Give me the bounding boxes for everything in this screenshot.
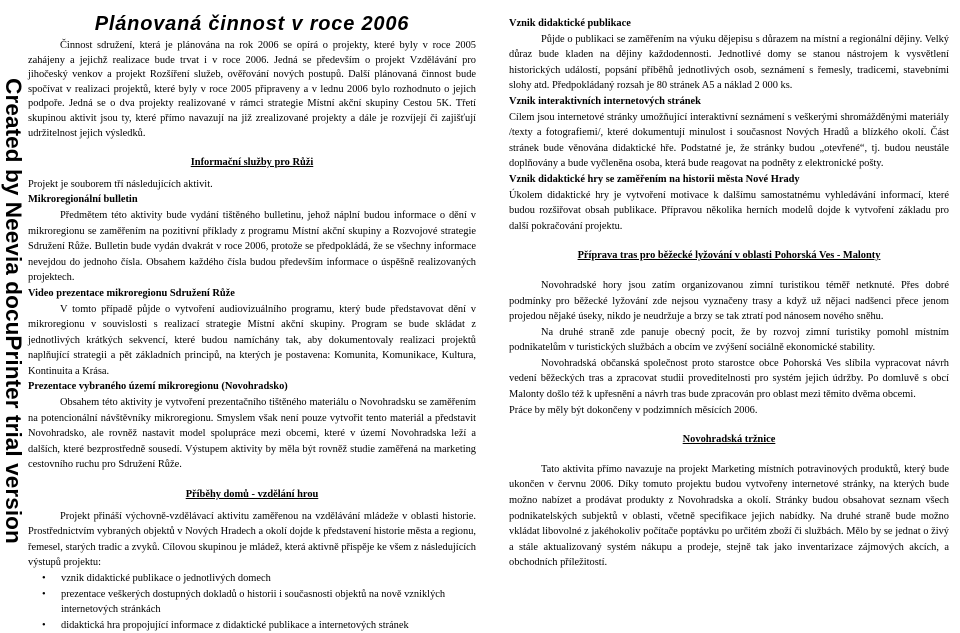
ski-paragraph-2: Na druhé straně zde panuje obecný pocit, že by rozvoj zimní turistiky pomohl místním podnikatelům v turistických službách a obcím ve zvýšení sociálně ekonomické stability.: [509, 326, 949, 354]
left-column: [28, 0, 476, 633]
info-services-heading: Informační služby pro Růži: [190, 157, 314, 169]
bulletin-heading: Mikroregionální bulletin: [28, 194, 138, 206]
info-services-intro: Projekt je souborem tří následujících aktivit.: [28, 178, 213, 190]
market-heading: Novohradská tržnice: [682, 434, 776, 446]
outputs-list: [28, 571, 476, 633]
ski-paragraph-1: Novohradské hory jsou zatím organizovanou zimní turistikou téměř netknuté. Přes dobré podmínky pro běžecké lyžování zde nejsou vyznačeny trasy a když už nějaci nadšenci přece jenom projedou nějaké úseky, nikdo je neudržuje a brzy se tak ztratí pod nánosem nového sněhu.: [509, 279, 949, 323]
publication-text: Půjde o publikaci se zaměřením na výuku dějepisu s důrazem na místní a regionální dějiny. Velký důraz bude kladen na dějiny každodennosti. Jednotlivé domy se stanou nástrojem k vysvětlení historických událostí, popsání příběhů jednotlivých osob, seznámení s řemesly, tradicemi, stavebními slohy atd. Předpokládaný rozsah je 80 stránek A5 a náklad 2 000 ks.: [509, 33, 949, 92]
house-stories-heading: Příběhy domů - vzdělání hrou: [185, 489, 319, 501]
market-text: Tato aktivita přímo navazuje na projekt Marketing místních potravinových produktů, který bude ukončen v červnu 2006. Díky tomuto projektu budou vytvořeny internetové stránky, na kterých bude možno nabízet a prodávat produkty z Novohradska a okolí. Stránky budou obsahovat seznam všech podnikatelských subjektů v oblasti, včetně specifikace jejich nabídky. Na druhé straně bude možno vkládat libovolné z jakéhokoliv počítače poptávku po určitém zboží či službách. Mělo by se jednat o živý a stále aktualizovaný systém nákupu a prodeje, stejně tak jako inventarizace zájmových akcích, a obchodních příležitostí.: [509, 463, 949, 569]
list-item: • vznik didaktické publikace o jednotlivých domech: [42, 571, 476, 587]
watermark: [0, 0, 28, 622]
publication-heading: Vznik didaktické publikace: [509, 18, 631, 29]
list-item: • prezentace veškerých dostupných dokladů o historii i současnosti objektů na nově vzniklých internetových stránkách: [42, 587, 476, 618]
game-heading: Vznik didaktické hry se zaměřením na historii města Nové Hrady: [509, 173, 800, 185]
ski-paragraph-3: Novohradská občanská společnost proto starostce obce Pohorská Ves slíbila vypracovat návrh vedení běžeckých tras a zpracovat studii proveditelnosti pro systém jejich údržby. Po domluvě s obcí Malonty došlo též k upřesnění a návrh tras bude zpracován pro oblast mezi těmito dvěma obcemi.: [509, 357, 949, 401]
web-heading: Vznik interaktivních internetových stránek: [509, 95, 701, 107]
right-column: [509, 0, 949, 571]
bulletin-text: Předmětem této aktivity bude vydání tištěného bulletinu, jehož náplní budou informace o dění v mikroregionu se zaměřením na pozitivní příklady z programu Místní akční skupiny a Rozvojové strategie Sdružení Růže. Bulletin bude vydán dvakrát v roce 2006, protože se předpokládá, že se všechny informace nevejdou do jednoho čísla. Obsahem každého čísla budou především informace o úspěšně realizovaných projektech.: [28, 209, 476, 284]
video-text: V tomto případě půjde o vytvoření audiovizuálního programu, který bude představovat dění v mikroregionu v souvislosti s realizací strategie Místní akční skupiny. Program se bude skládat z jednotlivých krátkých sekvencí, které budou namíchány tak, aby dokumentovaly realizaci projektů naplňující strategii a pět základních principů, na kterých je postavena: Komunita, Komunikace, Kultura, Kontinuita a Krása.: [28, 303, 476, 377]
web-text: Cílem jsou internetové stránky umožňující interaktivní seznámení s veškerými shromážděnými materiály /texty a fotografiemi/, které dokumentují minulost i současnost Nových Hradů a blízkého okolí. Část stránek bude věnována didaktické hře. Podstatné je, že stránky budou „otevřené“, tj. budou neustále doplňovány a bude vyčleněna osoba, která bude reagovat na podněty z elektronické pošty.: [509, 111, 949, 170]
house-stories-text: Projekt přináší výchovně-vzdělávací aktivitu zaměřenou na vzdělávání mládeže v oblasti historie. Prostřednictvím vybraných objektů v Nových Hradech a okolí dojde k představení historie města a regionu, řemesel, starých tradic a zvyků. Cílovou skupinou je mládež, která aktivně přispěje ke všem z následujících výstupů projektu:: [28, 510, 476, 569]
ski-paragraph-4: Práce by měly být dokončeny v podzimních měsících 2006.: [509, 404, 758, 416]
ski-heading: Příprava tras pro běžecké lyžování v oblasti Pohorská Ves - Malonty: [577, 250, 881, 262]
game-text: Úkolem didaktické hry je vytvoření motivace k dalšímu samostatnému vyhledávání informací, které budou rozšiřovat obsah publikace. Přípravou několika herních modelů dojde k vytvoření základu pro další pokračování projektu.: [509, 189, 949, 232]
list-item: • didaktická hra propojující informace z didaktické publikace a internetových stránek: [42, 618, 476, 633]
presentation-text: Obsahem této aktivity je vytvoření prezentačního tištěného materiálu o Novohradsku se zaměřením na potencionální návštěvníky mikroregionu. Smyslem však není pouze vytvořit tento materiál a představit Novohradsko, ale rovněž nastavit model spolupráce mezi obcemi, které v území Novohradska leží a dalších, které bezprostředně sousedí. Výstupem aktivity by měla být rovněž studie zaměřená na marketing cestovního ruchu pro Sdružení Růže.: [28, 397, 476, 471]
intro-paragraph: Činnost sdružení, která je plánována na rok 2006 se opírá o projekty, které byly v roce 2005 zahájeny a jejichž realizace bude trvat i v roce 2006. Jedná se především o projekt Vzdělávání pro jihočeský venkov a projekt Rozšíření služeb, ověřování nových postupů. Další plánovaná činnost bude spočívat v realizaci projektů, které byly v roce 2005 připraveny a v lednu 2006 bylo rozhodnuto o jejich podpoře. Jedná se o dva projekty realizované v rámci strategie Místní akční skupiny Cestou 5K. Třetí skupinou aktivit jsou ty, které přímo navazují na již zrealizované projekty a dále je rozvíjejí či zajišťují udržitelnost jejich výsledků.: [28, 40, 476, 139]
presentation-heading: Prezentace vybraného území mikroregionu (Novohradsko): [28, 381, 288, 393]
video-heading: Video prezentace mikroregionu Sdružení Růže: [28, 287, 235, 299]
watermark-text: Created by Neevia docuPrinter trial version: [1, 78, 26, 544]
page-title: Plánovaná činnost v roce 2006: [94, 13, 410, 35]
